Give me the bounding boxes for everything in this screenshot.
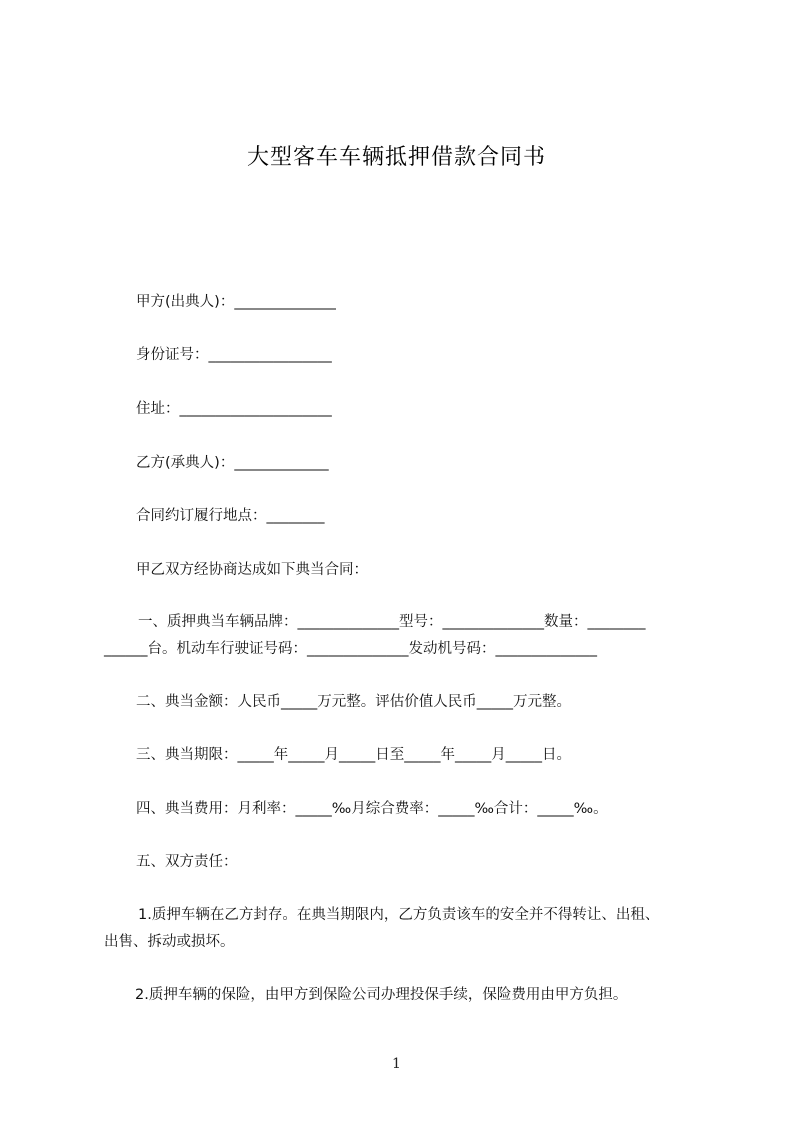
clause-3: 三、典当期限：_____年_____月_____日至_____年_____月_____日。 — [136, 747, 571, 763]
id-number-line: 身份证号：_________________ — [136, 347, 332, 363]
clause-4: 四、典当费用：月利率：_____‰月综合费率：_____‰合计：_____‰。 — [136, 801, 608, 817]
clause-5-item-1-line-2: 出售、拆动或损坏。 — [104, 934, 235, 950]
clause-1-line-2: ______台。机动车行驶证号码：______________发动机号码：______________ — [104, 641, 597, 657]
page-number: 1 — [392, 1056, 401, 1072]
address-line: 住址：_____________________ — [136, 401, 332, 417]
clause-5-item-1-line-1: 1.质押车辆在乙方封存。在典当期限内，乙方负责该车的安全并不得转让、出租、 — [138, 907, 660, 923]
document-title: 大型客车车辆抵押借款合同书 — [246, 145, 546, 170]
party-b-line: 乙方(承典人)：_____________ — [136, 455, 329, 471]
clause-2: 二、典当金额：人民币_____万元整。评估价值人民币_____万元整。 — [136, 694, 571, 710]
clause-5-item-2: 2.质押车辆的保险，由甲方到保险公司办理投保手续，保险费用由甲方负担。 — [135, 987, 628, 1003]
sign-place-line: 合同约订履行地点：________ — [136, 508, 325, 524]
agreement-intro: 甲乙双方经协商达成如下典当合同： — [136, 562, 368, 578]
party-a-line: 甲方(出典人)：______________ — [136, 294, 336, 310]
clause-5-heading: 五、双方责任： — [136, 854, 238, 870]
clause-1-line-1: 一、质押典当车辆品牌：______________型号：______________数量：________ — [138, 614, 646, 630]
